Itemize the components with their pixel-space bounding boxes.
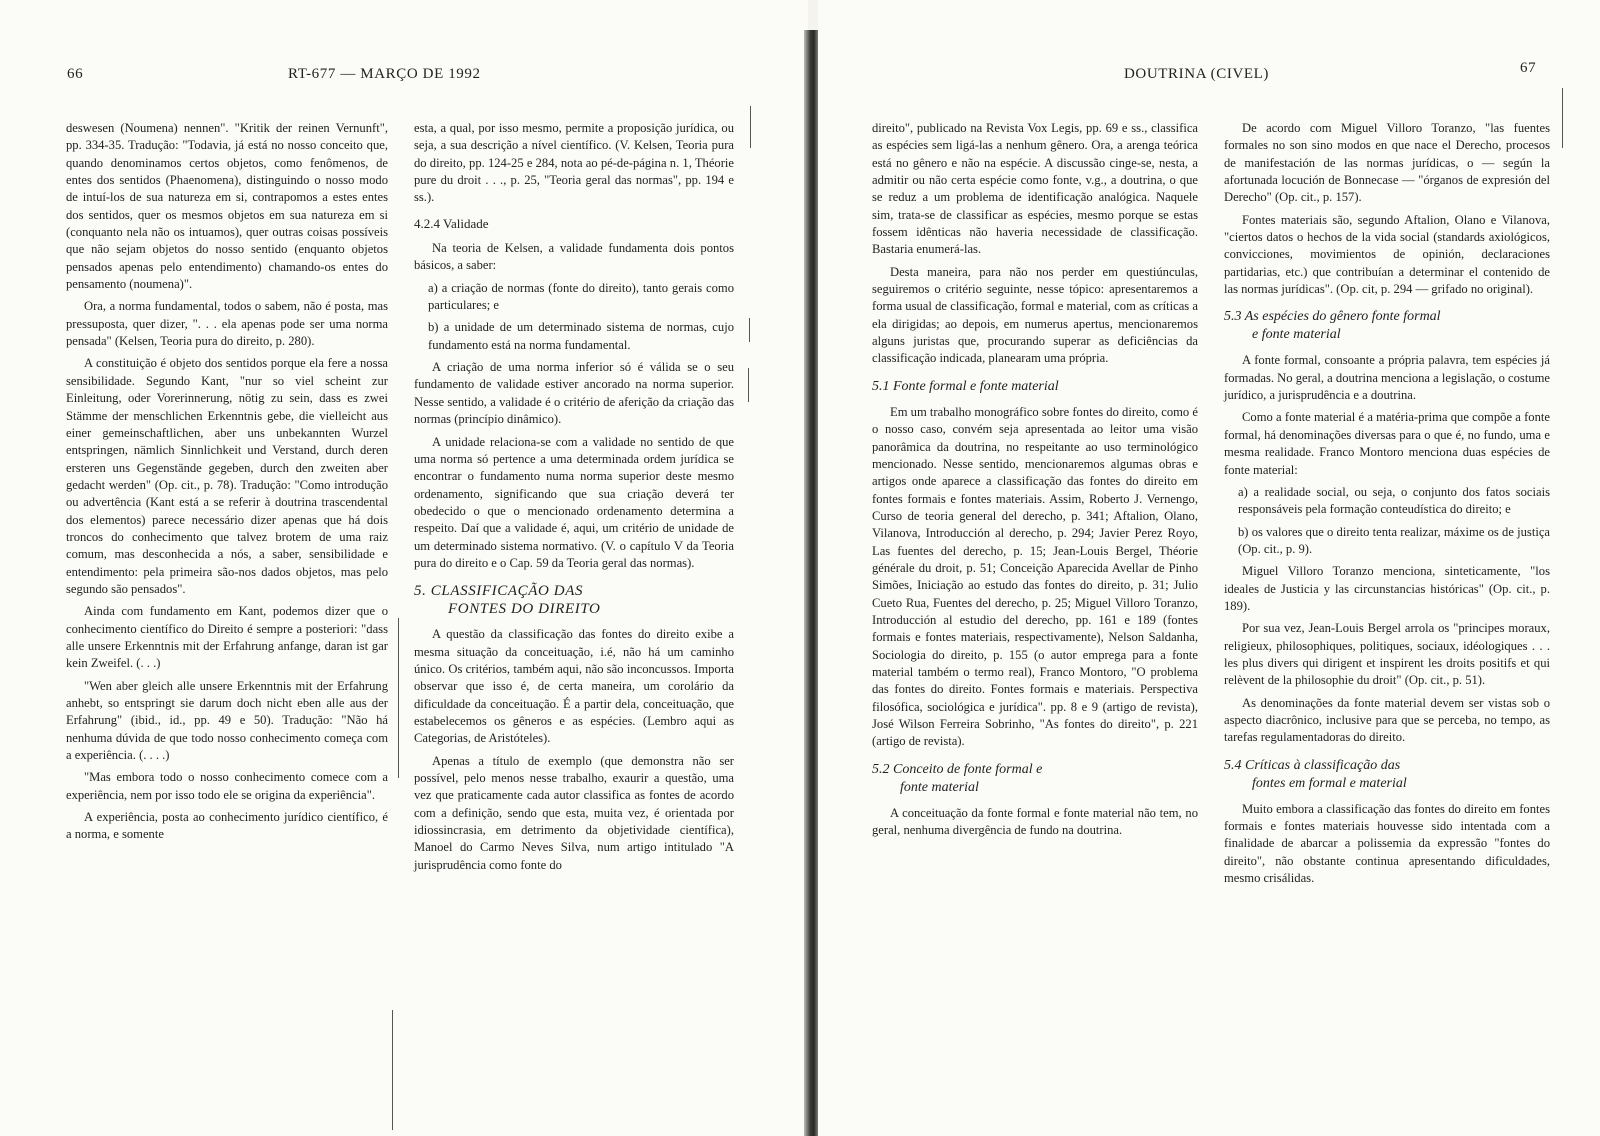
list-item: b) a unidade de um determinado sistema de normas, cujo fundamento está na norma fundamental. — [428, 320, 734, 352]
paragraph: esta, a qual, por isso mesmo, permite a proposição jurídica, ou seja, a sua descrição a nível científico. (V. Kelsen, Teoria pura do direito, pp. 124-25 e 284, nota ao pé-de-página n. 1, Théorie pure du droit . . ., p. 25, "Teoria geral das normas", pp. 194 e ss.). — [414, 121, 734, 205]
section-heading-5-1: 5.1 Fonte formal e fonte material — [872, 378, 1059, 394]
right-page-column-1 — [872, 120, 1198, 844]
margin-mark — [398, 618, 399, 778]
paragraph: Em um trabalho monográfico sobre fontes do direito, como é o nosso caso, convém seja apresentada ao leitor uma visão panorâmica da doutrina, no respeitante ao uso terminológico mencionado. Nesse sentido, mencionaremos algumas obras e artigos onde aparece a classificação das fontes do direito em fontes formais e fontes materiais. Assim, Roberto J. Vernengo, Curso de teoria general del derecho, p. 341; Aftalion, Olano, Vilanova, Introducción al derecho, p. 294; Javier Perez Royo, Las fuentes del derecho, p. 15; Jean-Louis Bergel, Théorie générale du droit, p. 51; Conceição Aparecida Avellar de Pinho Simões, Iniciação ao estudo das fontes do direito, p. 31; Julio Cueto Rua, Fuentes del derecho, p. 25; Miguel Villoro Toranzo, Introducción al estudio del derecho, pp. 161 e 189 (fontes formais e fontes materiais, respectivamente), Nelson Saldanha, Sociologia do direito, p. 155 (o autor emprega para a fonte material também o termo real), Franco Montoro, "O problema das fontes do direito. Fontes formais e materiais. Perspectiva filosófica, sociológica e jurídica". pp. 8 e 9 (artigo de revista), José Wilson Ferreira Sobrinho, "As fontes do direito", p. 221 (artigo de revista). — [872, 404, 1198, 749]
margin-mark — [750, 106, 751, 148]
section-heading-line: fonte material — [900, 779, 979, 795]
paragraph: De acordo com Miguel Villoro Toranzo, "las fuentes formales no son sino modos en que nace el Derecho, procesos de manifestación de las normas jurídicas, o — según la afortunada locución de Bonnecase — "órganos de expresión del Derecho" (Op. cit., p. 157). — [1224, 121, 1550, 205]
right-page-column-2 — [1224, 120, 1550, 892]
paragraph: A conceituação da fonte formal e fonte material não tem, no geral, nenhuma divergência de fundo na doutrina. — [872, 805, 1198, 838]
paragraph: A criação de uma norma inferior só é válida se o seu fundamento de validade estiver ancorado na norma superior. Nesse sentido, a validade é o critério de aferição da criação das normas (princípio dinâmico). — [414, 360, 734, 427]
section-heading-5 — [414, 582, 734, 618]
paragraph: Ora, a norma fundamental, todos o sabem, não é posta, mas pressuposta, quer dizer, ". . . ela apenas pode ser uma norma pensada" (Kelsen, Teoria pura do direito, p. 280). — [66, 299, 388, 349]
paragraph: "Mas embora todo o nosso conhecimento comece com a experiência, nem por isso todo ele se origina da experiência". — [66, 770, 388, 802]
paragraph: Miguel Villoro Toranzo menciona, sinteticamente, "los ideales de Justicia y las circunstancias históricas" (Op. cit., p. 189). — [1224, 564, 1550, 613]
paragraph: Por sua vez, Jean-Louis Bergel arrola os "principes moraux, religieux, philosophiques, politiques, sociaux, idéologiques . . . les plus divers qui dirigent et inspirent les droits positifs et qui relèvent de la philosophie du droit" (Op. cit., p. 51). — [1224, 621, 1550, 688]
section-heading-4-2-4: 4.2.4 Validade — [414, 215, 489, 231]
list-item: a) a realidade social, ou seja, o conjunto dos fatos sociais responsáveis pela formação conteudística do direito; e — [1238, 484, 1550, 517]
paragraph: "Wen aber gleich alle unsere Erkenntnis mit der Erfahrung anhebt, so entspringt sie darum doch nicht eben alle aus der Erfahrung" (ibid., id., pp. 49 e 50). Tradução: "Não há nenhuma dúvida de que todo nosso conhecimento começa com a experiência. (. . . .) — [66, 678, 388, 763]
section-heading-line: fontes em formal e material — [1252, 775, 1407, 791]
paragraph: A unidade relaciona-se com a validade no sentido de que uma norma só pertence a uma determinada ordem jurídica se encontrar o fundamento numa norma superior deste mesmo ordenamento, significando que sua criação deverá ter obedecido o que o mencionado ordenamento determina a respeito. Daí que a validade é, aqui, um critério de unidade de um determinado sistema normativo. (V. o capítulo V da Teoria pura do direito e o Cap. 59 da Teoria geral das normas). — [414, 434, 734, 570]
right-page — [818, 0, 1600, 1136]
section-heading-line: FONTES DO DIREITO — [448, 601, 601, 618]
paragraph: A experiência, posta ao conhecimento jurídico científico, é a norma, e somente — [66, 810, 388, 842]
list-item: b) os valores que o direito tenta realizar, máxime os de justiça (Op. cit., p. 9). — [1238, 524, 1550, 556]
page-number-left: 66 — [67, 66, 84, 82]
left-page-column-2 — [414, 120, 734, 879]
list-item: a) a criação de normas (fonte do direito), tanto gerais como particulares; e — [428, 280, 734, 313]
margin-mark — [1562, 88, 1563, 148]
section-heading-5-3 — [1224, 308, 1550, 344]
paragraph: Fontes materiais são, segundo Aftalion, Olano e Vilanova, "ciertos datos o hechos de la vida social (standards axiológicos, convicciones, movimientos de opinión, declaraciones partidarias, etc.) que contribuían a determinar el contenido de las normas jurídicas". (Op. cit, p. 294 — grifado no original). — [1224, 212, 1550, 297]
paragraph: Ainda com fundamento em Kant, podemos dizer que o conhecimento científico do Direito é sempre a posteriori: "dass alle unsere Erkenntnis mit der Erfahrung anfange, daran ist gar kein Zweifel. (. . .) — [66, 604, 388, 671]
section-heading-line: 5.3 As espécies do gênero fonte formal — [1224, 309, 1441, 325]
margin-mark — [392, 1010, 393, 1130]
paragraph: As denominações da fonte material devem ser vistas sob o aspecto diacrônico, inclusive para que se perceba, no tempo, as tarefas regulamentadoras do direito. — [1224, 695, 1550, 745]
running-header-right: DOUTRINA (CIVEL) — [1124, 66, 1269, 82]
section-heading-line: 5.4 Críticas à classificação das — [1224, 757, 1401, 773]
paragraph: A fonte formal, consoante a própria palavra, tem espécies já formadas. No geral, a doutrina menciona a legislação, o costume jurídico, a jurisprudência e a doutrina. — [1224, 353, 1550, 403]
paragraph-annotated: Apenas a título de exemplo (que demonstra não ser possível, pelo menos nesse trabalho, exaurir a questão, uma vez que praticamente cada autor classifica as fontes de acordo com a definição, sendo que esta, muita vez, é orientada por idiossincrasia, em detrimento da objetividade científica), Manoel do Carmo Neves Silva, num artigo intitulado "A jurisprudência como fonte do — [414, 753, 734, 872]
paragraph-annotated: A questão da classificação das fontes do direito exibe a mesma situação da conceituação, i.é, não há um caminho único. Os critérios, também aqui, não são inconcussos. Importa observar que isso é, de certa maneira, um corolário da dificuldade da conceituação. É a partir dela, conceituação, que estabelecemos os gêneros e as espécies. (Lembro aqui as Categorias, de Aristóteles). — [414, 627, 734, 746]
paragraph: direito", publicado na Revista Vox Legis, pp. 69 e ss., classifica as espécies sem ligá-las a nenhum gênero. Ora, a arenga teórica está no gênero e não na espécie. A discussão cinge-se, nesta, a admitir ou não certa espécie como fonte, v.g., a doutrina, o que se reduz a um problema de identificação analógica. Naquele sim, trata-se de classificar as espécies, mesmo porque se estas fossem idênticas não haveria necessidade de classificação. Bastaria enumerá-las. — [872, 121, 1198, 257]
section-heading-line: 5. CLASSIFICAÇÃO DAS — [414, 583, 584, 600]
section-heading-5-4 — [1224, 757, 1550, 793]
running-header-left: RT-677 — MARÇO DE 1992 — [288, 66, 481, 82]
paragraph: Como a fonte material é a matéria-prima que compõe a fonte formal, há denominações diversas para o que é, no fundo, uma e mesma realidade. Franco Montoro menciona duas espécies de fonte material: — [1224, 410, 1550, 477]
section-heading-5-2 — [872, 761, 1198, 797]
section-heading-line: e fonte material — [1252, 327, 1341, 343]
paragraph: Muito embora a classificação das fontes do direito em fontes formais e fontes materiais houvesse sido intentada com a finalidade de abarcar a polissemia da expressão "fontes do direito", não obstante continua apresentando dificuldades, mesmo crisálidas. — [1224, 801, 1550, 886]
margin-mark — [748, 368, 749, 402]
margin-mark — [749, 318, 750, 342]
left-page-column-1 — [66, 120, 388, 849]
paragraph: A constituição é objeto dos sentidos porque ela fere a nossa sensibilidade. Segundo Kant, "nur so viel scheint zur Einleitung, oder Vorerinnerung, nötig zu sein, dass es zwei Stämme der menschlichen Erkenntnis gebe, die vielleicht aus einer gemeinschaftlichen, aber uns unbekannten Wurzel entspringen, nämlich Sinnlichkeit und Verstand, durch deren ersteren uns Gegenstände gegeben, durch den zweiten aber gedacht werden" (Op. cit., p. 78). Tradução: "Como introdução ou advertência (Kant está a se referir à doutrina trascendental dos elementos) parece necessário dizer apenas que há dois troncos do conhecimento que talvez brotem de uma raiz comum, mas desconhecida a nós, a saber, sensibilidade e entendimento: pela primeira são-nos dados objetos, mas pelo segundo são pensados". — [66, 356, 388, 596]
paragraph: deswesen (Noumena) nennen". "Kritik der reinen Vernunft", pp. 334-35. Tradução: "Todavia, já está no nosso conceito que, quando denominamos certos objetos, como fenômenos, de entes dos sentidos (Phaenomena), distinguindo o nosso modo de intuí-los de sua natureza em si, contrapomos a estes entes dos sentidos, quer os mesmos objetos em sua natureza em si (conquanto nela não os intuamos), quer outras coisas possíveis que não sejam objetos do nosso sentido (enquanto objetos pensados apenas pelo entendimento) chamando-os entes do pensamento (noumena)". — [66, 121, 388, 292]
page-number-right: 67 — [1520, 60, 1537, 76]
paragraph: Desta maneira, para não nos perder em questiúnculas, seguiremos o critério seguinte, nesse tópico: apresentaremos a forma usual de classificação, formal e material, com as críticas a ela dirigidas; ao depois, em numerus apertus, mencionaremos alguns juristas que, procurando superar as deficiências da classificação indicada, planearam uma própria. — [872, 264, 1198, 366]
paragraph: Na teoria de Kelsen, a validade fundamenta dois pontos básicos, a saber: — [414, 241, 734, 273]
section-heading-line: 5.2 Conceito de fonte formal e — [872, 761, 1043, 777]
